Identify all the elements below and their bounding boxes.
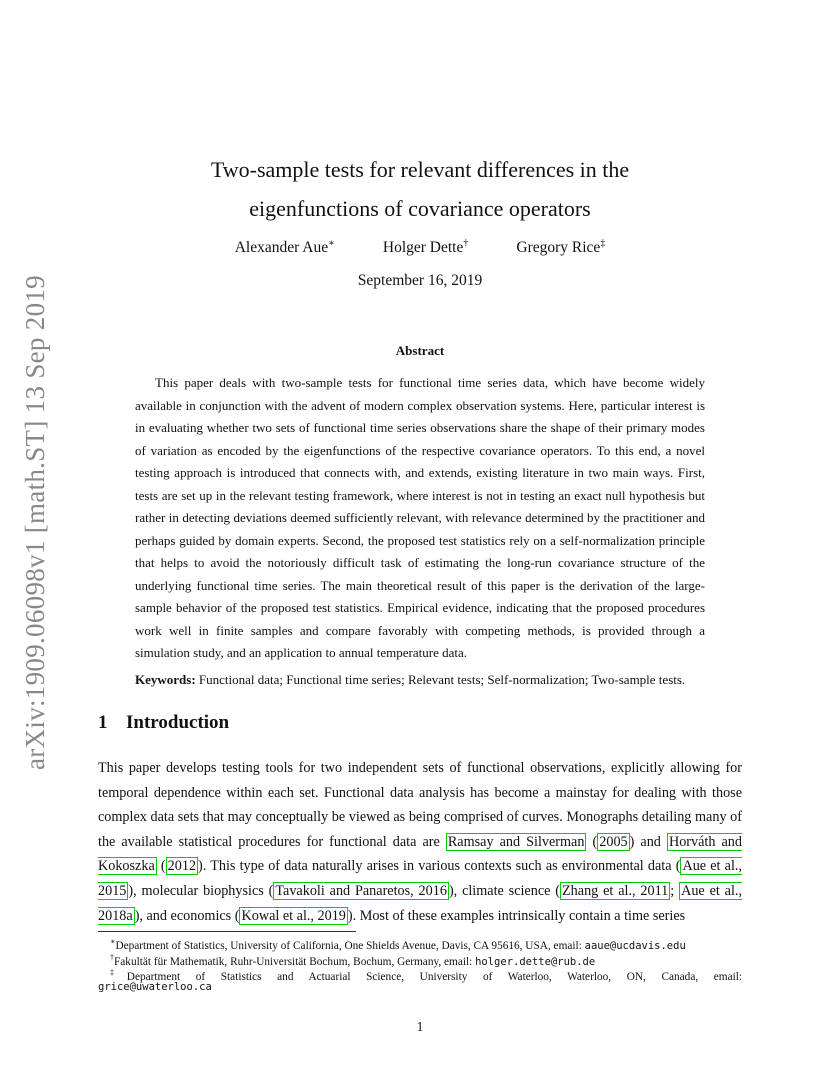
intro-text: ), climate science ( bbox=[448, 882, 561, 899]
paper-date: September 16, 2019 bbox=[357, 272, 483, 289]
citation-link[interactable]: Zhang et al., 2011 bbox=[562, 882, 669, 899]
intro-text: This paper develops testing tools for two independent sets of functional observations, explicitly allowing for temporal dependence within each set. Functional data analysis has become a mainstay for dealing with those complex data sets that may conceptually be viewed as being comprised of curves. Monographs detailing many of the available statistical procedures for functional data are bbox=[98, 760, 742, 850]
title-line-2: eigenfunctions of covariance operators bbox=[249, 196, 591, 221]
footnote-divider bbox=[98, 931, 356, 932]
section-heading bbox=[98, 712, 229, 734]
citation-link[interactable]: 2012 bbox=[167, 858, 197, 875]
footnote-email[interactable]: holger.dette@rub.de bbox=[475, 955, 596, 968]
keywords bbox=[135, 672, 715, 688]
intro-text: ), and economics ( bbox=[134, 907, 240, 924]
intro-text: ). Most of these examples intrinsically contain a time series bbox=[347, 907, 686, 924]
author-list bbox=[98, 238, 742, 257]
footnote-text: Department of Statistics, University of California, One Shields Avenue, Davis, CA 95616, USA, email: bbox=[115, 939, 585, 952]
footnote-email[interactable]: grice@uwaterloo.ca bbox=[98, 981, 212, 993]
intro-text: ( bbox=[156, 858, 166, 875]
footnote-3-email-line bbox=[98, 980, 742, 996]
author-footnote-mark[interactable]: ∗ bbox=[328, 238, 335, 249]
author-name: Alexander Aue bbox=[234, 239, 329, 257]
title-line-1: Two-sample tests for relevant differences in the bbox=[210, 157, 630, 182]
citation-link[interactable]: Aue et al., 2018a bbox=[98, 882, 743, 924]
arxiv-identifier: arXiv:1909.06098v1 [math.ST] 13 Sep 2019 bbox=[19, 275, 50, 770]
author-name: Gregory Rice bbox=[516, 239, 601, 257]
citation-link[interactable]: Horváth and Kokoszka bbox=[98, 833, 742, 875]
footnote-text: Department of Statistics and Actuarial Science, University of Waterloo, Waterloo, ON, Canada, email: bbox=[126, 970, 743, 983]
citation-link[interactable]: Aue et al., 2015 bbox=[98, 858, 742, 899]
footnote-text: Fakultät für Mathematik, Ruhr-Universität Bochum, Bochum, Germany, email: bbox=[114, 955, 476, 968]
abstract-heading: Abstract bbox=[395, 343, 445, 358]
citation-link[interactable]: Ramsay and Silverman bbox=[447, 833, 585, 850]
footnote-mark: ∗ bbox=[110, 937, 116, 946]
paper-title bbox=[98, 150, 742, 228]
author-1 bbox=[235, 238, 335, 257]
author-name: Holger Dette bbox=[382, 239, 464, 257]
intro-text: ; bbox=[670, 882, 680, 899]
intro-text: ( bbox=[586, 833, 598, 850]
author-footnote-mark[interactable]: ‡ bbox=[600, 238, 606, 249]
intro-text: ), molecular biophysics ( bbox=[128, 882, 274, 899]
arxiv-sidebar bbox=[18, 270, 52, 775]
citation-link[interactable]: Tavakoli and Panaretos, 2016 bbox=[275, 882, 447, 899]
section-number: 1 bbox=[98, 712, 108, 733]
intro-text: ). This type of data naturally arises in various contexts such as environmental data ( bbox=[198, 858, 681, 875]
citation-link[interactable]: Kowal et al., 2019 bbox=[241, 907, 346, 924]
citation-link[interactable]: 2005 bbox=[599, 833, 628, 850]
keywords-label: Keywords: bbox=[135, 672, 196, 687]
footnote-mark: ‡ bbox=[110, 968, 127, 977]
author-footnote-mark[interactable]: † bbox=[463, 238, 469, 249]
intro-text: ) and bbox=[629, 833, 667, 850]
footnote-mark: † bbox=[110, 953, 114, 962]
footnote-email[interactable]: aaue@ucdavis.edu bbox=[584, 939, 686, 952]
abstract-text: This paper deals with two-sample tests for functional time series data, which have become widely available in conjunction with the advent of modern complex observation systems. Here, particular interest is in evaluating whether two sets of functional time series observations share the shape of their primary modes of variation as encoded by the eigenfunctions of the respective covariance operators. To this end, a novel testing approach is introduced that connects with, and extends, existing literature in two main ways. First, tests are set up in the relevant testing framework, where interest is not in testing an exact null hypothesis but rather in detecting deviations deemed sufficiently relevant, with relevance determined by the practitioner and perhaps guided by domain experts. Second, the proposed test statistics rely on a self-normalization principle that helps to avoid the notoriously difficult task of estimating the long-run covariance structure of the underlying functional time series. The main theoretical result of this paper is the derivation of the large-sample behavior of the proposed test statistics. Empirical evidence, indicating that the proposed procedures work well in finite samples and compare favorably with competing methods, is provided through a simulation study, and an application to annual temperature data. bbox=[135, 375, 705, 660]
keywords-text: Functional data; Functional time series; Relevant tests; Self-normalization; Two-sample tests. bbox=[195, 672, 686, 687]
author-3 bbox=[516, 238, 605, 257]
intro-paragraph bbox=[98, 756, 742, 928]
section-title: Introduction bbox=[126, 712, 230, 733]
page-number: 1 bbox=[416, 1019, 424, 1034]
author-2 bbox=[383, 238, 468, 257]
